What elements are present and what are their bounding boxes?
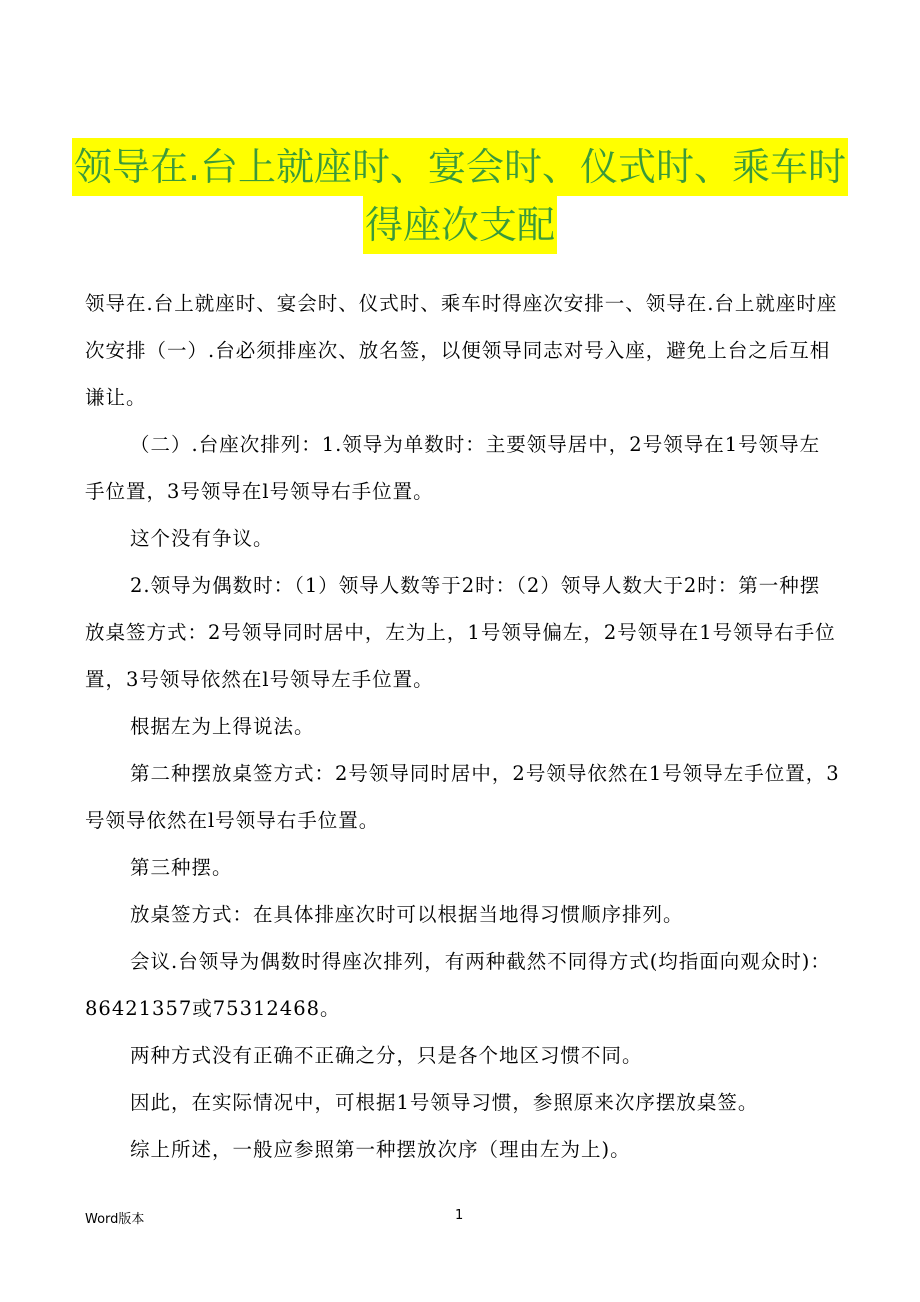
title-line-2: 得座次支配 [363, 196, 557, 254]
title-line-1: 领导在.台上就座时、宴会时、仪式时、乘车时 [72, 138, 848, 196]
paragraph-8: 放桌签方式：在具体排座次时可以根据当地得习惯顺序排列。 [130, 903, 684, 926]
paragraph-12: 综上所述，一般应参照第一种摆放次序（理由左为上)。 [130, 1138, 631, 1161]
paragraph-2: （二）.台座次排列：1.领导为单数时：主要领导居中，2号领导在1号领导左手位置，3号领导在l号领导右手位置。 [85, 433, 821, 503]
paragraph-10: 两种方式没有正确不正确之分，只是各个地区习惯不同。 [130, 1044, 643, 1067]
footer-label: Word版本 [85, 1212, 145, 1227]
document-body [85, 280, 840, 1173]
paragraph-6: 第二种摆放桌签方式：2号领导同时居中，2号领导依然在1号领导左手位置，3号领导依然在l号领导右手位置。 [85, 762, 840, 832]
paragraph-11: 因此，在实际情况中，可根据1号领导习惯，参照原来次序摆放桌签。 [130, 1091, 759, 1114]
paragraph-1: 领导在.台上就座时、宴会时、仪式时、乘车时得座次安排一、领导在.台上就座时座次安排（一）.台必须排座次、放名签，以便领导同志对号入座，避免上台之后互相谦让。 [85, 292, 838, 409]
paragraph-9: 会议.台领导为偶数时得座次排列，有两种截然不同得方式(均指面向观众时)：86421357或75312468。 [85, 950, 831, 1020]
paragraph-7: 第三种摆。 [130, 856, 233, 879]
paragraph-5: 根据左为上得说法。 [130, 715, 315, 738]
document-title [60, 138, 860, 254]
paragraph-4: 2.领导为偶数时：（1）领导人数等于2时：（2）领导人数大于2时：第一种摆放桌签方式：2号领导同时居中，左为上，1号领导偏左，2号领导在1号领导右手位置，3号领导依然在l号领导左手位置。 [85, 574, 836, 691]
paragraph-3: 这个没有争议。 [130, 527, 274, 550]
page-number: 1 [455, 1208, 464, 1223]
